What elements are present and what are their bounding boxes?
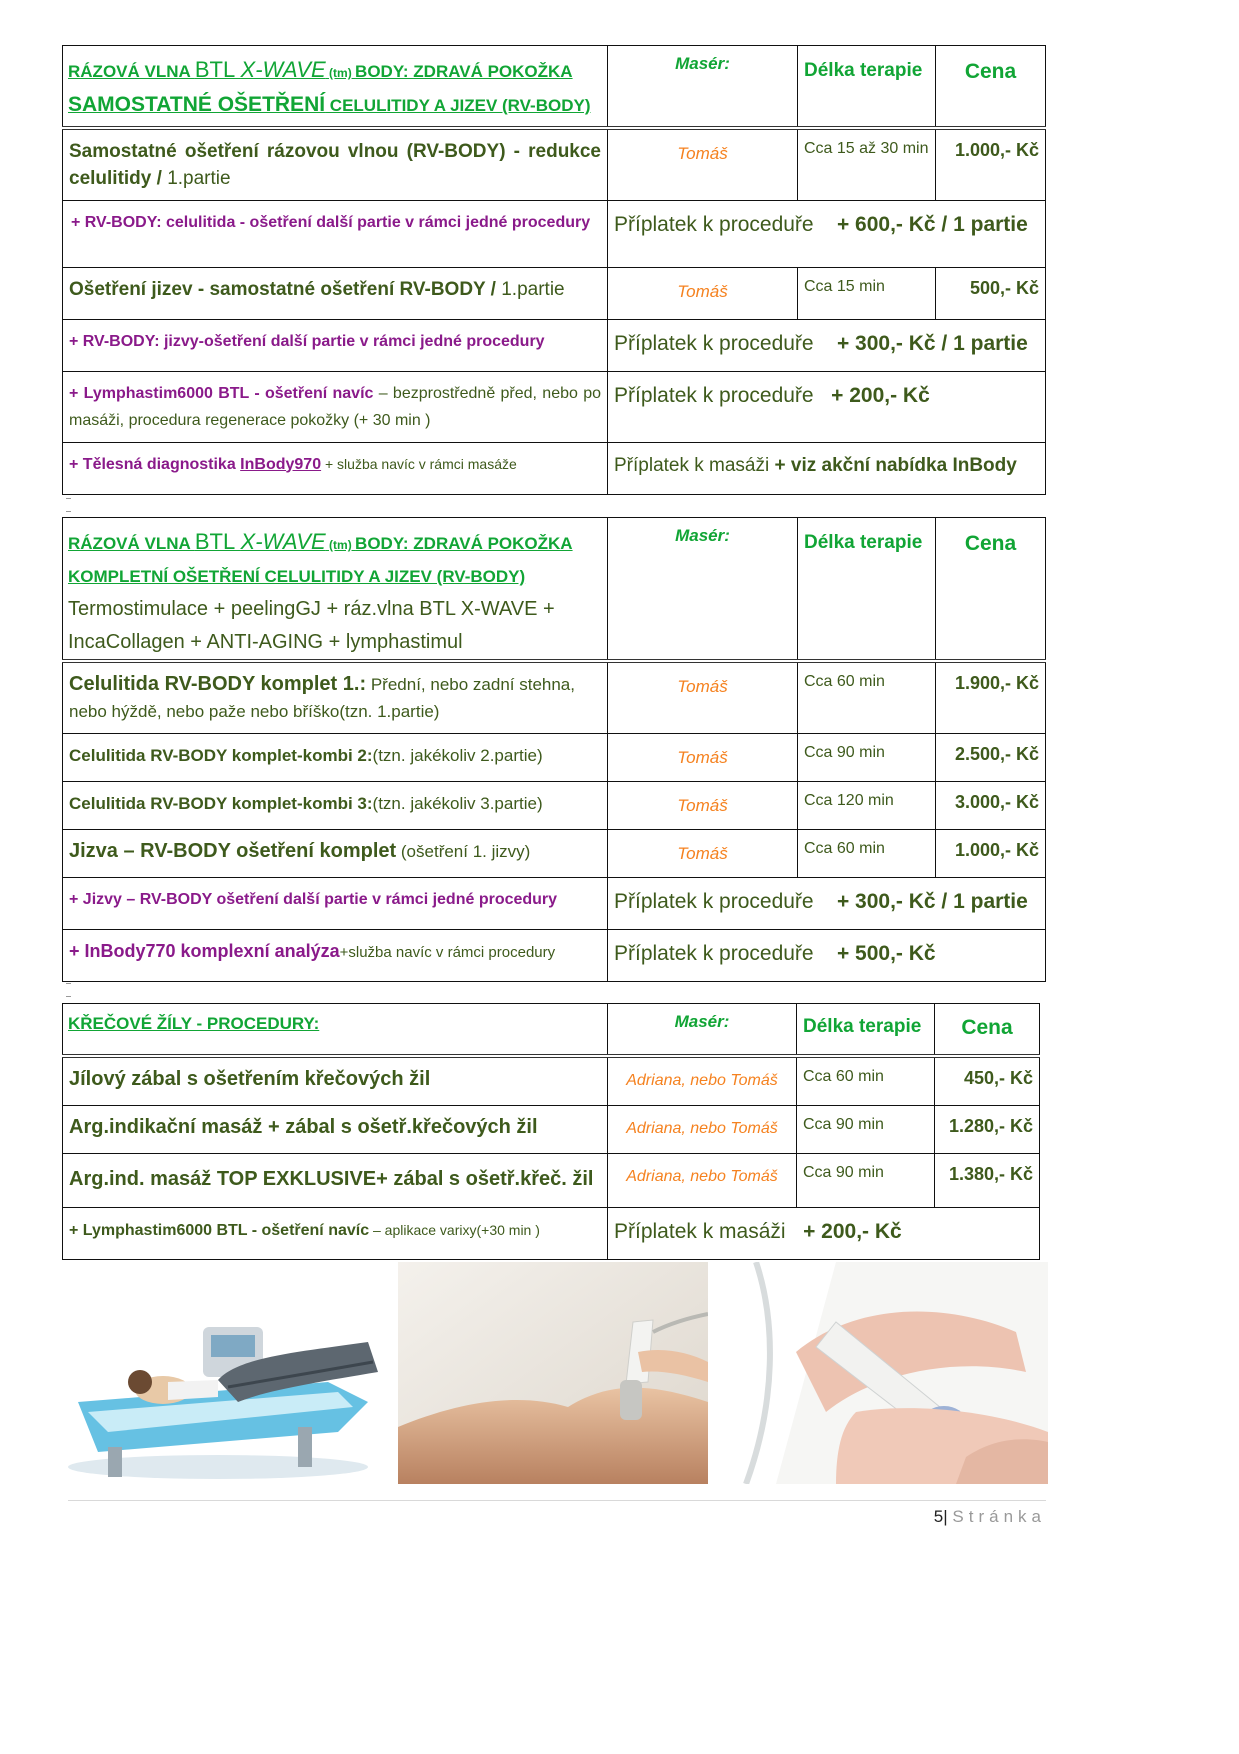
photo-shockwave-foot	[716, 1262, 1048, 1484]
section-subtitle: Termostimulace + peelingGJ + ráz.vlna BTL X-WAVE + IncaCollagen + ANTI-AGING + lymphastimul	[68, 598, 555, 653]
duration: Cca 15 min	[798, 267, 936, 319]
divider-mark	[66, 498, 71, 499]
treatment-name-suffix: 1.partie	[167, 167, 231, 189]
surcharge-label: Příplatek k proceduře	[614, 331, 814, 355]
section-title	[63, 1004, 608, 1056]
title-suffix: BODY: ZDRAVÁ POKOŽKA	[355, 62, 573, 81]
price: 1.280,- Kč	[935, 1106, 1040, 1154]
photo-shockwave-body	[398, 1262, 708, 1484]
title-tm: (tm)	[325, 538, 356, 552]
treatment-name-bold: Celulitida RV-BODY komplet-kombi 2:	[69, 746, 373, 765]
divider-mark	[66, 983, 71, 984]
price: 1.000,- Kč	[936, 128, 1046, 201]
price: 1.380,- Kč	[935, 1154, 1040, 1208]
column-header-maser: Masér:	[608, 518, 798, 662]
title-tm: (tm)	[325, 66, 356, 80]
column-header-maser: Masér:	[608, 1004, 797, 1056]
table-row	[63, 830, 1046, 878]
table-row-addon	[63, 930, 1046, 982]
therapist: Tomáš	[608, 661, 798, 734]
treatment-name	[63, 734, 608, 782]
surcharge-label: Příplatek k masáži	[614, 454, 775, 476]
section-title	[63, 46, 608, 128]
addon-description: – aplikace varixy(+30 min )	[369, 1222, 540, 1238]
surcharge-label: Příplatek k proceduře	[614, 212, 814, 236]
table-row	[63, 734, 1046, 782]
shockwave-foot-illustration	[716, 1262, 1048, 1484]
page-separator: |	[943, 1507, 953, 1526]
table-row-addon	[63, 878, 1046, 930]
therapist: Tomáš	[608, 782, 798, 830]
column-header-price: Cena	[936, 46, 1046, 128]
column-header-price: Cena	[936, 518, 1046, 662]
treatment-name	[63, 782, 608, 830]
table-row	[63, 661, 1046, 734]
duration: Cca 15 až 30 min	[798, 128, 936, 201]
surcharge	[608, 200, 1046, 267]
table-row-addon	[63, 200, 1046, 267]
section-title-text: KŘEČOVÉ ŽÍLY - PROCEDURY:	[68, 1014, 320, 1033]
treatment-name	[63, 1154, 608, 1208]
divider-mark	[66, 996, 71, 997]
treatment-name-bold: Arg.ind. masáž TOP EXKLUSIVE+ zábal s ošetř.křeč. žil	[69, 1168, 594, 1190]
addon-name	[63, 371, 608, 442]
page-number: 5	[933, 1507, 944, 1526]
lymphatic-drainage-illustration	[68, 1262, 398, 1484]
treatment-name	[63, 267, 608, 319]
table-row	[63, 1056, 1040, 1106]
addon-description: + služba navíc v rámci masáže	[321, 455, 517, 472]
duration: Cca 60 min	[798, 661, 936, 734]
addon-name: + RV-BODY: jizvy-ošetření další partie v rámci jedné procedury	[63, 319, 608, 371]
section-title	[63, 518, 608, 662]
surcharge-label: Příplatek k masáži	[614, 1220, 792, 1243]
title-xwave: X-WAVE	[240, 529, 326, 554]
shockwave-body-illustration	[398, 1262, 708, 1484]
title-btl: BTL	[194, 529, 241, 554]
addon-name: + Jizvy – RV-BODY ošetření další partie v rámci jedné procedury	[63, 878, 608, 930]
addon-name	[63, 442, 608, 494]
treatment-name-bold: Celulitida RV-BODY komplet 1.:	[69, 673, 367, 695]
surcharge-value: + 300,- Kč / 1 partie	[836, 331, 1028, 355]
surcharge	[608, 371, 1046, 442]
page-label: Stránka	[952, 1507, 1046, 1526]
therapist: Tomáš	[608, 267, 798, 319]
table-row	[63, 782, 1046, 830]
surcharge	[608, 878, 1046, 930]
surcharge	[608, 1208, 1040, 1260]
price: 500,- Kč	[936, 267, 1046, 319]
addon-title: + InBody770 komplexní analýza	[69, 941, 340, 961]
treatment-name-bold: Jizva – RV-BODY ošetření komplet	[69, 840, 397, 862]
surcharge-label: Příplatek k proceduře	[614, 383, 814, 407]
column-header-duration: Délka terapie	[798, 46, 936, 128]
table-row	[63, 267, 1046, 319]
surcharge-label: Příplatek k proceduře	[614, 890, 814, 913]
table-header-row	[63, 518, 1046, 662]
therapist: Tomáš	[608, 830, 798, 878]
divider-mark	[66, 511, 71, 512]
treatment-name	[63, 1056, 608, 1106]
surcharge-value: + 200,- Kč	[803, 1220, 902, 1243]
treatment-name-suffix: (ošetření 1. jizvy)	[396, 842, 531, 861]
surcharge	[608, 319, 1046, 371]
addon-title: + Tělesná diagnostika	[69, 455, 241, 473]
title-xwave: X-WAVE	[240, 57, 326, 82]
price-table-rv-body-single	[62, 45, 1046, 495]
surcharge-label: Příplatek k proceduře	[614, 942, 814, 965]
inbody-link[interactable]: InBody970	[240, 455, 322, 473]
duration: Cca 90 min	[798, 734, 936, 782]
title-line2: KOMPLETNÍ OŠETŘENÍ CELULITIDY A JIZEV (RV-BODY)	[68, 567, 526, 586]
surcharge-value: + 500,- Kč	[836, 942, 936, 965]
price-table-rv-body-complete	[62, 517, 1046, 982]
price: 1.000,- Kč	[936, 830, 1046, 878]
surcharge-value: + viz akční nabídka InBody	[774, 454, 1017, 476]
column-header-price: Cena	[935, 1004, 1040, 1056]
therapist: Tomáš	[608, 128, 798, 201]
page-footer	[68, 1500, 1046, 1526]
treatment-name-suffix: Přední, nebo zadní stehna, nebo hýždě, nebo paže nebo bříško(tzn. 1.partie)	[69, 675, 575, 721]
treatment-name	[63, 128, 608, 201]
title-btl: BTL	[194, 57, 241, 82]
price-table-varicose-veins	[62, 1003, 1040, 1260]
addon-name	[63, 930, 608, 982]
treatment-name-suffix: (tzn. jakékoliv 3.partie)	[372, 794, 543, 813]
title-prefix: RÁZOVÁ VLNA	[68, 534, 195, 553]
treatment-name	[63, 661, 608, 734]
addon-name	[63, 1208, 608, 1260]
surcharge-value: + 300,- Kč / 1 partie	[836, 890, 1028, 913]
price: 450,- Kč	[935, 1056, 1040, 1106]
treatment-name-bold: Celulitida RV-BODY komplet-kombi 3:	[69, 794, 373, 813]
table-row	[63, 128, 1046, 201]
price: 2.500,- Kč	[936, 734, 1046, 782]
therapist: Tomáš	[608, 734, 798, 782]
therapist: Adriana, nebo Tomáš	[608, 1056, 797, 1106]
column-header-duration: Délka terapie	[798, 518, 936, 662]
therapist: Adriana, nebo Tomáš	[608, 1154, 797, 1208]
surcharge	[608, 442, 1046, 494]
treatment-name	[63, 1106, 608, 1154]
treatment-name-bold: Samostatné ošetření rázovou vlnou (RV-BODY) - redukce celulitidy /	[69, 140, 601, 189]
table-row	[63, 1154, 1040, 1208]
treatment-name	[63, 830, 608, 878]
duration: Cca 90 min	[797, 1106, 935, 1154]
price: 1.900,- Kč	[936, 661, 1046, 734]
title-line2-big: SAMOSTATNÉ OŠETŘENÍ	[68, 93, 326, 116]
table-row-addon	[63, 319, 1046, 371]
title-prefix: RÁZOVÁ VLNA	[68, 62, 195, 81]
duration: Cca 60 min	[798, 830, 936, 878]
title-suffix: BODY: ZDRAVÁ POKOŽKA	[355, 534, 573, 553]
table-row	[63, 1106, 1040, 1154]
duration: Cca 60 min	[797, 1056, 935, 1106]
column-header-duration: Délka terapie	[797, 1004, 935, 1056]
table-header-row	[63, 1004, 1040, 1056]
title-line2-rest: CELULITIDY A JIZEV (RV-BODY)	[325, 96, 591, 115]
addon-description: – bezprostředně před, nebo po masáži, procedura regenerace pokožky (+ 30 min )	[69, 384, 602, 429]
column-header-maser: Masér:	[608, 46, 798, 128]
treatment-name-suffix: 1.partie	[501, 278, 565, 300]
addon-title: + Lymphastim6000 BTL - ošetření navíc	[69, 384, 374, 402]
surcharge	[608, 930, 1046, 982]
surcharge-value: + 600,- Kč / 1 partie	[836, 212, 1028, 236]
treatment-name-suffix: (tzn. jakékoliv 2.partie)	[372, 746, 543, 765]
duration: Cca 120 min	[798, 782, 936, 830]
treatment-name-bold: Ošetření jizev - samostatné ošetření RV-BODY /	[69, 278, 502, 300]
price: 3.000,- Kč	[936, 782, 1046, 830]
addon-description: +služba navíc v rámci procedury	[339, 944, 556, 961]
photo-lymphatic-drainage	[68, 1262, 398, 1484]
table-row-addon	[63, 442, 1046, 494]
addon-name: + RV-BODY: celulitida - ošetření další partie v rámci jedné procedury	[63, 200, 608, 267]
table-header-row	[63, 46, 1046, 128]
table-row-addon	[63, 371, 1046, 442]
duration: Cca 90 min	[797, 1154, 935, 1208]
treatment-name-bold: Jílový zábal s ošetřením křečových žil	[69, 1067, 431, 1090]
table-row-addon	[63, 1208, 1040, 1260]
therapist: Adriana, nebo Tomáš	[608, 1106, 797, 1154]
addon-title: + Lymphastim6000 BTL - ošetření navíc	[69, 1222, 370, 1239]
treatment-name-bold: Arg.indikační masáž + zábal s ošetř.křečových žil	[69, 1116, 538, 1138]
surcharge-value: + 200,- Kč	[831, 383, 930, 407]
photo-strip	[68, 1262, 1048, 1484]
page-number-label	[934, 1507, 1046, 1527]
